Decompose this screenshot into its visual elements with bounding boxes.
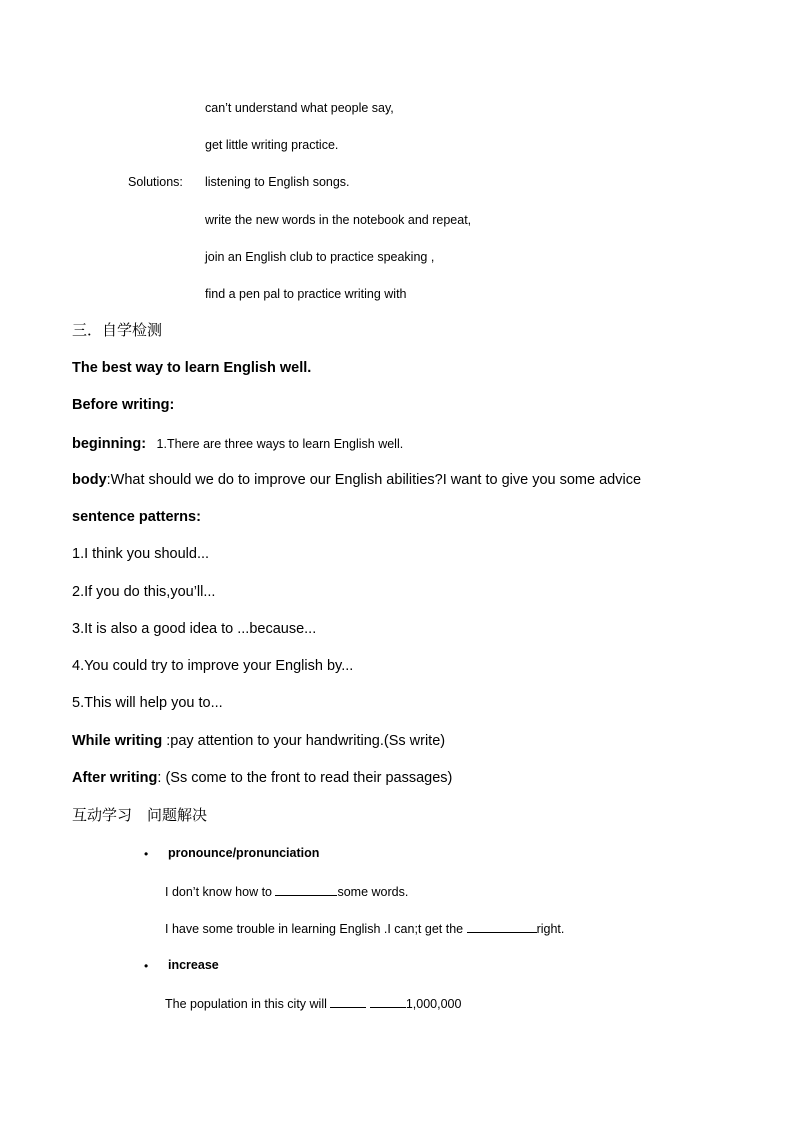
while-writing-text: :pay attention to your handwriting.(Ss write) bbox=[162, 733, 446, 749]
body-line bbox=[72, 473, 641, 488]
sentence-text: I don’t know how to bbox=[165, 885, 276, 899]
solution-item: join an English club to practice speaking , bbox=[205, 250, 435, 264]
while-writing-line bbox=[72, 734, 445, 749]
beginning-text: 1.There are three ways to learn English well. bbox=[156, 437, 404, 451]
sentence-text: The population in this city will bbox=[165, 997, 331, 1011]
solution-item: write the new words in the notebook and repeat, bbox=[205, 213, 472, 227]
sentence-text: right. bbox=[536, 922, 565, 936]
bullet-icon: • bbox=[144, 847, 149, 861]
writing-task-title: The best way to learn English well. bbox=[72, 360, 312, 376]
answer-blank[interactable] bbox=[275, 884, 337, 896]
sentence-pattern: 5.This will help you to... bbox=[72, 695, 223, 711]
bullet-icon: • bbox=[144, 959, 149, 973]
while-writing-label: While writing bbox=[72, 733, 163, 749]
sentence-pattern: 2.If you do this,you’ll... bbox=[72, 584, 216, 600]
vocab-word: increase bbox=[168, 958, 219, 972]
before-writing-label: Before writing: bbox=[72, 397, 175, 413]
answer-blank[interactable] bbox=[370, 996, 406, 1008]
after-writing-text: : (Ss come to the front to read their passages) bbox=[157, 770, 453, 786]
answer-blank[interactable] bbox=[467, 921, 537, 933]
sentence-pattern: 3.It is also a good idea to ...because... bbox=[72, 621, 317, 637]
sentence-text: 1,000,000 bbox=[405, 997, 462, 1011]
sentence-patterns-label: sentence patterns: bbox=[72, 509, 201, 525]
fill-blank-sentence bbox=[165, 921, 564, 936]
solution-item: listening to English songs. bbox=[205, 175, 350, 189]
after-writing-line bbox=[72, 771, 452, 786]
solutions-label: Solutions: bbox=[128, 175, 183, 189]
fill-blank-sentence bbox=[165, 996, 461, 1011]
sentence-text: I have some trouble in learning English .I can;t get the bbox=[165, 922, 467, 936]
sentence-text: some words. bbox=[337, 885, 409, 899]
body-label: body bbox=[72, 472, 107, 488]
beginning-line bbox=[72, 436, 403, 452]
sentence-pattern: 4.You could try to improve your English by... bbox=[72, 658, 354, 674]
section-heading: 三．自学检测 bbox=[72, 321, 163, 339]
problem-item: can’t understand what people say, bbox=[205, 101, 394, 115]
body-text: :What should we do to improve our English abilities?I want to give you some advice bbox=[106, 472, 642, 488]
answer-blank[interactable] bbox=[330, 996, 366, 1008]
vocab-word: pronounce/pronunciation bbox=[168, 846, 320, 860]
section-heading: 互动学习 问题解决 bbox=[72, 806, 208, 824]
solution-item: find a pen pal to practice writing with bbox=[205, 287, 407, 301]
beginning-label: beginning: bbox=[72, 436, 147, 452]
after-writing-label: After writing bbox=[72, 770, 158, 786]
fill-blank-sentence bbox=[165, 884, 408, 899]
problem-item: get little writing practice. bbox=[205, 138, 339, 152]
sentence-pattern: 1.I think you should... bbox=[72, 546, 210, 562]
